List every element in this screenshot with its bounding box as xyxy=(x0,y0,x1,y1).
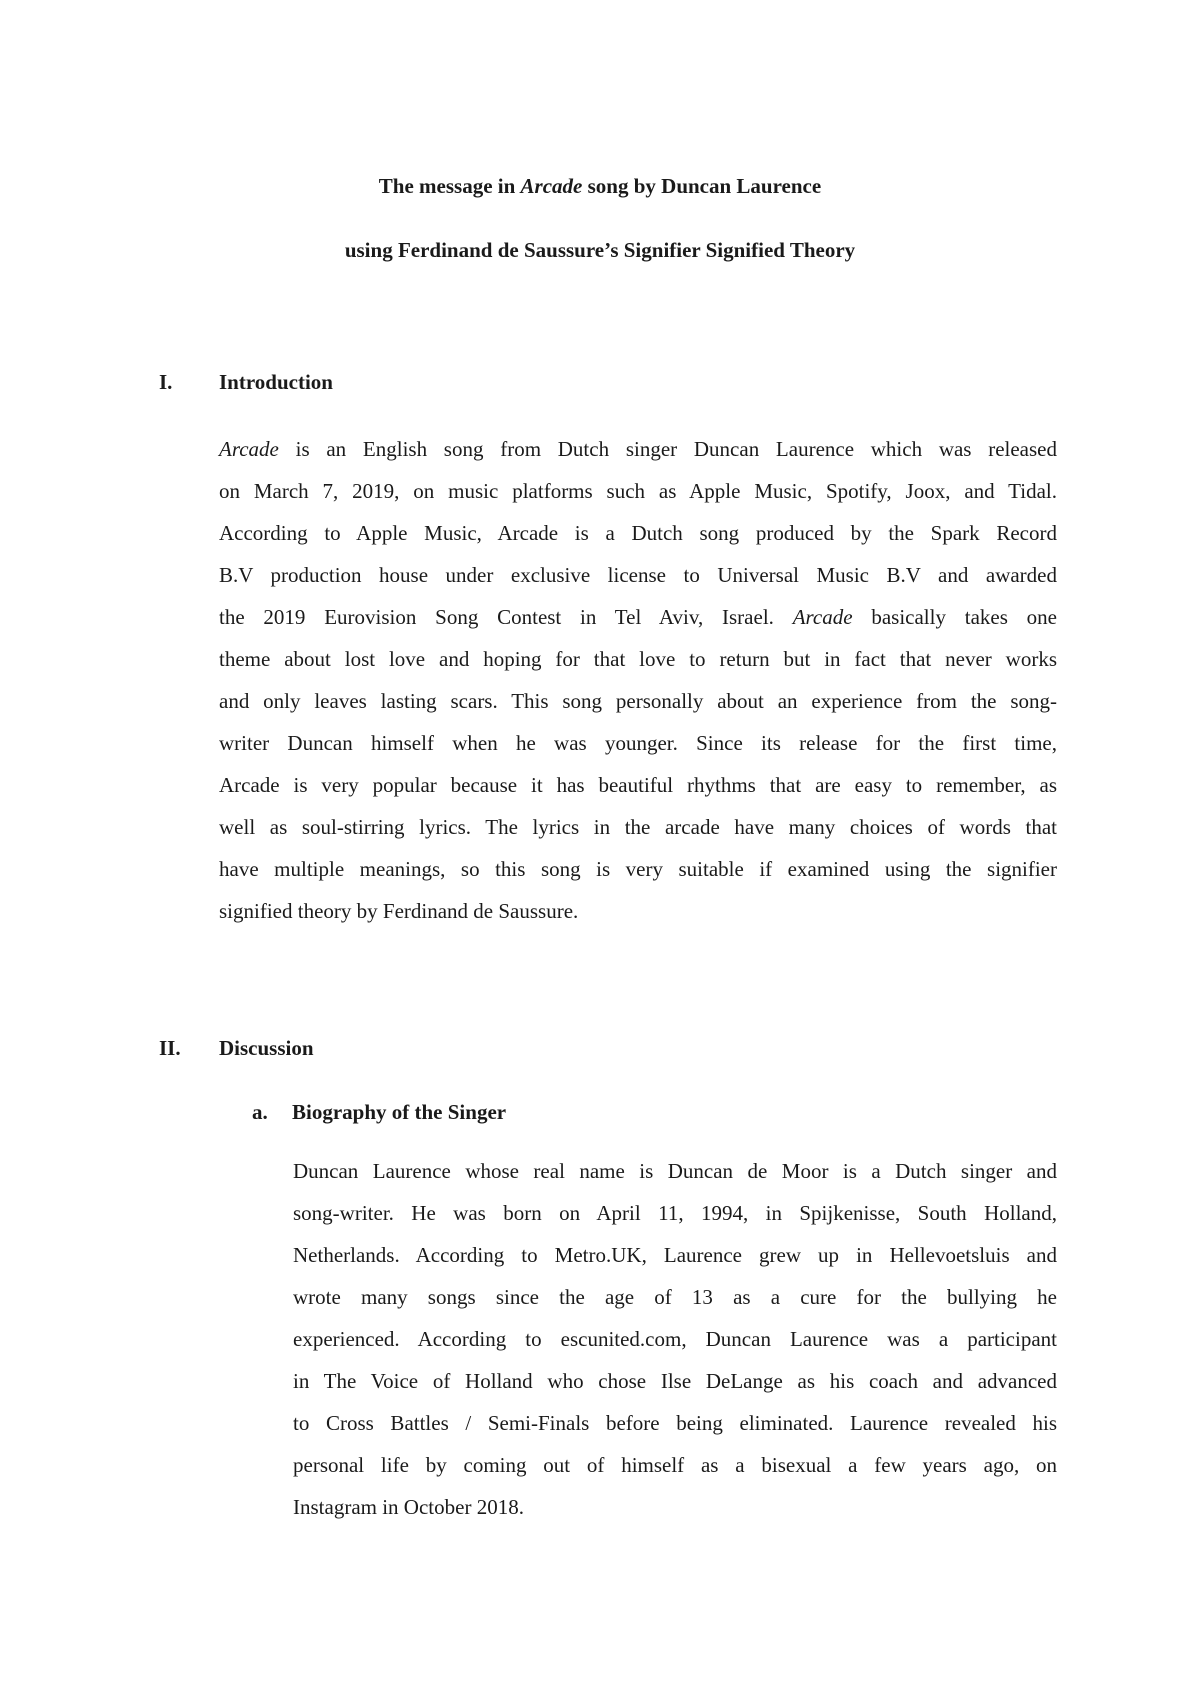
section-title: Discussion xyxy=(219,1036,314,1060)
document-title-line-1: The message in Arcade song by Duncan Laurence xyxy=(378,174,822,198)
paragraph-line: Duncan Laurence whose real name is Duncan de Moor is a Dutch singer and xyxy=(293,1159,1057,1183)
title-song-name: Arcade xyxy=(520,174,583,198)
paragraph-line: well as soul-stirring lyrics. The lyrics in the arcade have many choices of words that xyxy=(219,815,1057,839)
paragraph-line: writer Duncan himself when he was younger. Since its release for the first time, xyxy=(219,731,1057,755)
section-title: Introduction xyxy=(219,370,333,394)
paragraph-line: to Cross Battles / Semi-Finals before being eliminated. Laurence revealed his xyxy=(293,1411,1057,1435)
section-number: I. xyxy=(159,370,173,394)
paragraph-line: experienced. According to escunited.com, Duncan Laurence was a participant xyxy=(293,1327,1057,1351)
paragraph-line: in The Voice of Holland who chose Ilse DeLange as his coach and advanced xyxy=(293,1369,1057,1393)
paragraph-line: on March 7, 2019, on music platforms such as Apple Music, Spotify, Joox, and Tidal. xyxy=(219,479,1057,503)
paragraph-line: signified theory by Ferdinand de Saussure. xyxy=(219,899,579,923)
paragraph-line: Netherlands. According to Metro.UK, Laurence grew up in Hellevoetsluis and xyxy=(293,1243,1057,1267)
paragraph-line: Arcade is an English song from Dutch singer Duncan Laurence which was released xyxy=(219,437,1057,461)
document-title-line-2: using Ferdinand de Saussure’s Signifier Signified Theory xyxy=(344,238,856,262)
paragraph-line: Instagram in October 2018. xyxy=(293,1495,524,1519)
section-heading-introduction xyxy=(159,368,759,396)
paragraph-line: the 2019 Eurovision Song Contest in Tel Aviv, Israel. Arcade basically takes one xyxy=(219,605,1057,629)
paragraph-line: have multiple meanings, so this song is very suitable if examined using the signifier xyxy=(219,857,1057,881)
biography-paragraph xyxy=(293,1150,1057,1528)
subsection-title: Biography of the Singer xyxy=(292,1100,507,1124)
paragraph-line: and only leaves lasting scars. This song personally about an experience from the song- xyxy=(219,689,1057,713)
paragraph-line: personal life by coming out of himself as a bisexual a few years ago, on xyxy=(293,1453,1057,1477)
paragraph-line: B.V production house under exclusive license to Universal Music B.V and awarded xyxy=(219,563,1057,587)
paragraph-line: song-writer. He was born on April 11, 1994, in Spijkenisse, South Holland, xyxy=(293,1201,1057,1225)
paragraph-line: Arcade is very popular because it has beautiful rhythms that are easy to remember, as xyxy=(219,773,1057,797)
introduction-paragraph xyxy=(219,428,1057,932)
paragraph-line: wrote many songs since the age of 13 as a cure for the bullying he xyxy=(293,1285,1057,1309)
section-heading-discussion xyxy=(159,1034,759,1062)
paragraph-line: theme about lost love and hoping for that love to return but in fact that never works xyxy=(219,647,1057,671)
section-number: II. xyxy=(159,1036,181,1060)
paragraph-line: According to Apple Music, Arcade is a Dutch song produced by the Spark Record xyxy=(219,521,1057,545)
subsection-number: a. xyxy=(252,1100,268,1124)
subsection-heading-biography xyxy=(252,1098,506,1126)
